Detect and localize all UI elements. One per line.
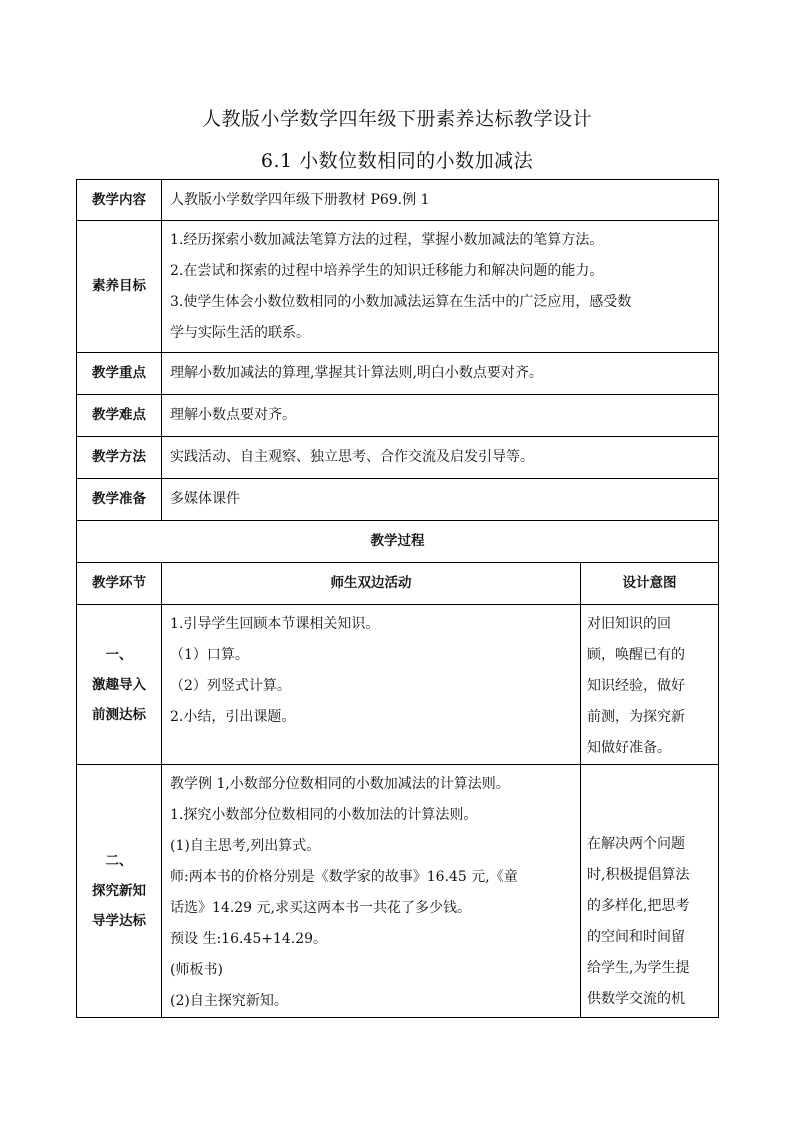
stage-line: 前测达标 — [92, 706, 146, 723]
intent-line: 知识经验，做好 — [587, 678, 685, 694]
intent-line: 前测，为探究新 — [587, 709, 685, 725]
intent-line: 供数学交流的机 — [587, 991, 685, 1007]
info-row-key-points — [77, 353, 719, 395]
document-subtitle: 6.1 小数位数相同的小数加减法 — [260, 150, 534, 172]
intent-line: 时,积极提倡算法 — [587, 867, 690, 883]
activity-line: 教学例 1,小数部分位数相同的小数加减法的计算法则。 — [170, 776, 510, 792]
stage-line: 二、 — [105, 853, 133, 869]
document-title: 人教版小学数学四年级下册素养达标教学设计 — [201, 108, 592, 130]
intent-cell — [581, 605, 719, 765]
info-value — [162, 180, 719, 221]
intent-cell — [581, 765, 719, 1018]
intent-line: 对旧知识的回 — [587, 616, 671, 632]
info-row-difficulties — [77, 395, 719, 437]
info-line: 3.使学生体会小数位数相同的小数加减法运算在生活中的广泛应用，感受数 — [170, 293, 632, 310]
info-label: 教学重点 — [77, 353, 162, 395]
stage-cell — [77, 765, 162, 1018]
info-line: 人教版小学数学四年级下册教材 P69.例 1 — [170, 191, 430, 208]
stage-line: 一、 — [105, 646, 133, 663]
activity-line: 1.探究小数部分位数相同的小数加法的计算法则。 — [170, 807, 478, 823]
info-row-methods — [77, 437, 719, 479]
info-line: 理解小数加减法的算理,掌握其计算法则,明白小数点要对齐。 — [170, 365, 543, 381]
info-line: 多媒体课件 — [170, 491, 240, 507]
process-heading-row — [77, 521, 719, 563]
activity-line: （2）列竖式计算。 — [170, 678, 291, 694]
info-line: 理解小数点要对齐。 — [170, 407, 296, 423]
column-header-intent: 设计意图 — [581, 563, 719, 605]
activity-cell — [162, 605, 581, 765]
intent-line: 给学生,为学生提 — [587, 960, 690, 976]
activity-cell — [162, 765, 581, 1018]
stage-cell — [77, 605, 162, 765]
info-value — [162, 479, 719, 521]
activity-line: (师板书) — [170, 962, 223, 978]
process-heading: 教学过程 — [77, 521, 719, 563]
process-row — [77, 765, 719, 1018]
info-line: 2.在尝试和探索的过程中培养学生的知识迁移能力和解决问题的能力。 — [170, 262, 604, 279]
activity-line: 话选》14.29 元,求买这两本书一共花了多少钱。 — [170, 900, 471, 916]
intent-line: 的空间和时间留 — [587, 929, 685, 945]
info-row-preparation — [77, 479, 719, 521]
info-label: 教学难点 — [77, 395, 162, 437]
intent-line: 在解决两个问题 — [587, 836, 685, 852]
info-label: 教学方法 — [77, 437, 162, 479]
activity-line: 预设 生:16.45+14.29。 — [170, 931, 328, 947]
activity-line: 2.小结，引出课题。 — [170, 709, 296, 725]
column-header-stage: 教学环节 — [77, 563, 162, 605]
info-value — [162, 395, 719, 437]
lesson-plan-table — [76, 179, 719, 1018]
info-line: 学与实际生活的联系。 — [170, 324, 310, 341]
stage-line: 激趣导入 — [92, 676, 146, 693]
intent-line: 顾，唤醒已有的 — [587, 647, 685, 663]
column-header-activity: 师生双边活动 — [162, 563, 581, 605]
stage-line: 探究新知 — [92, 883, 146, 899]
info-value — [162, 437, 719, 479]
info-row-goals — [77, 221, 719, 353]
activity-line: 1.引导学生回顾本节课相关知识。 — [170, 616, 380, 632]
info-row-content — [77, 180, 719, 221]
stage-line: 导学达标 — [92, 913, 146, 929]
info-value — [162, 221, 719, 353]
activity-line: （1）口算。 — [170, 647, 249, 663]
activity-line: 师:两本书的价格分别是《数学家的故事》16.45 元,《童 — [170, 869, 518, 885]
info-line: 1.经历探索小数加减法笔算方法的过程，掌握小数加减法的笔算方法。 — [170, 231, 604, 248]
process-column-headers — [77, 563, 719, 605]
activity-line: (1)自主思考,列出算式。 — [170, 838, 321, 854]
info-label: 教学准备 — [77, 479, 162, 521]
info-label: 素养目标 — [77, 221, 162, 353]
intent-line: 的多样化,把思考 — [587, 898, 690, 914]
info-line: 实践活动、自主观察、独立思考、合作交流及启发引导等。 — [170, 449, 534, 465]
info-value — [162, 353, 719, 395]
intent-line: 知做好准备。 — [587, 740, 671, 756]
activity-line: (2)自主探究新知。 — [170, 993, 288, 1009]
process-row — [77, 605, 719, 765]
info-label: 教学内容 — [77, 180, 162, 221]
